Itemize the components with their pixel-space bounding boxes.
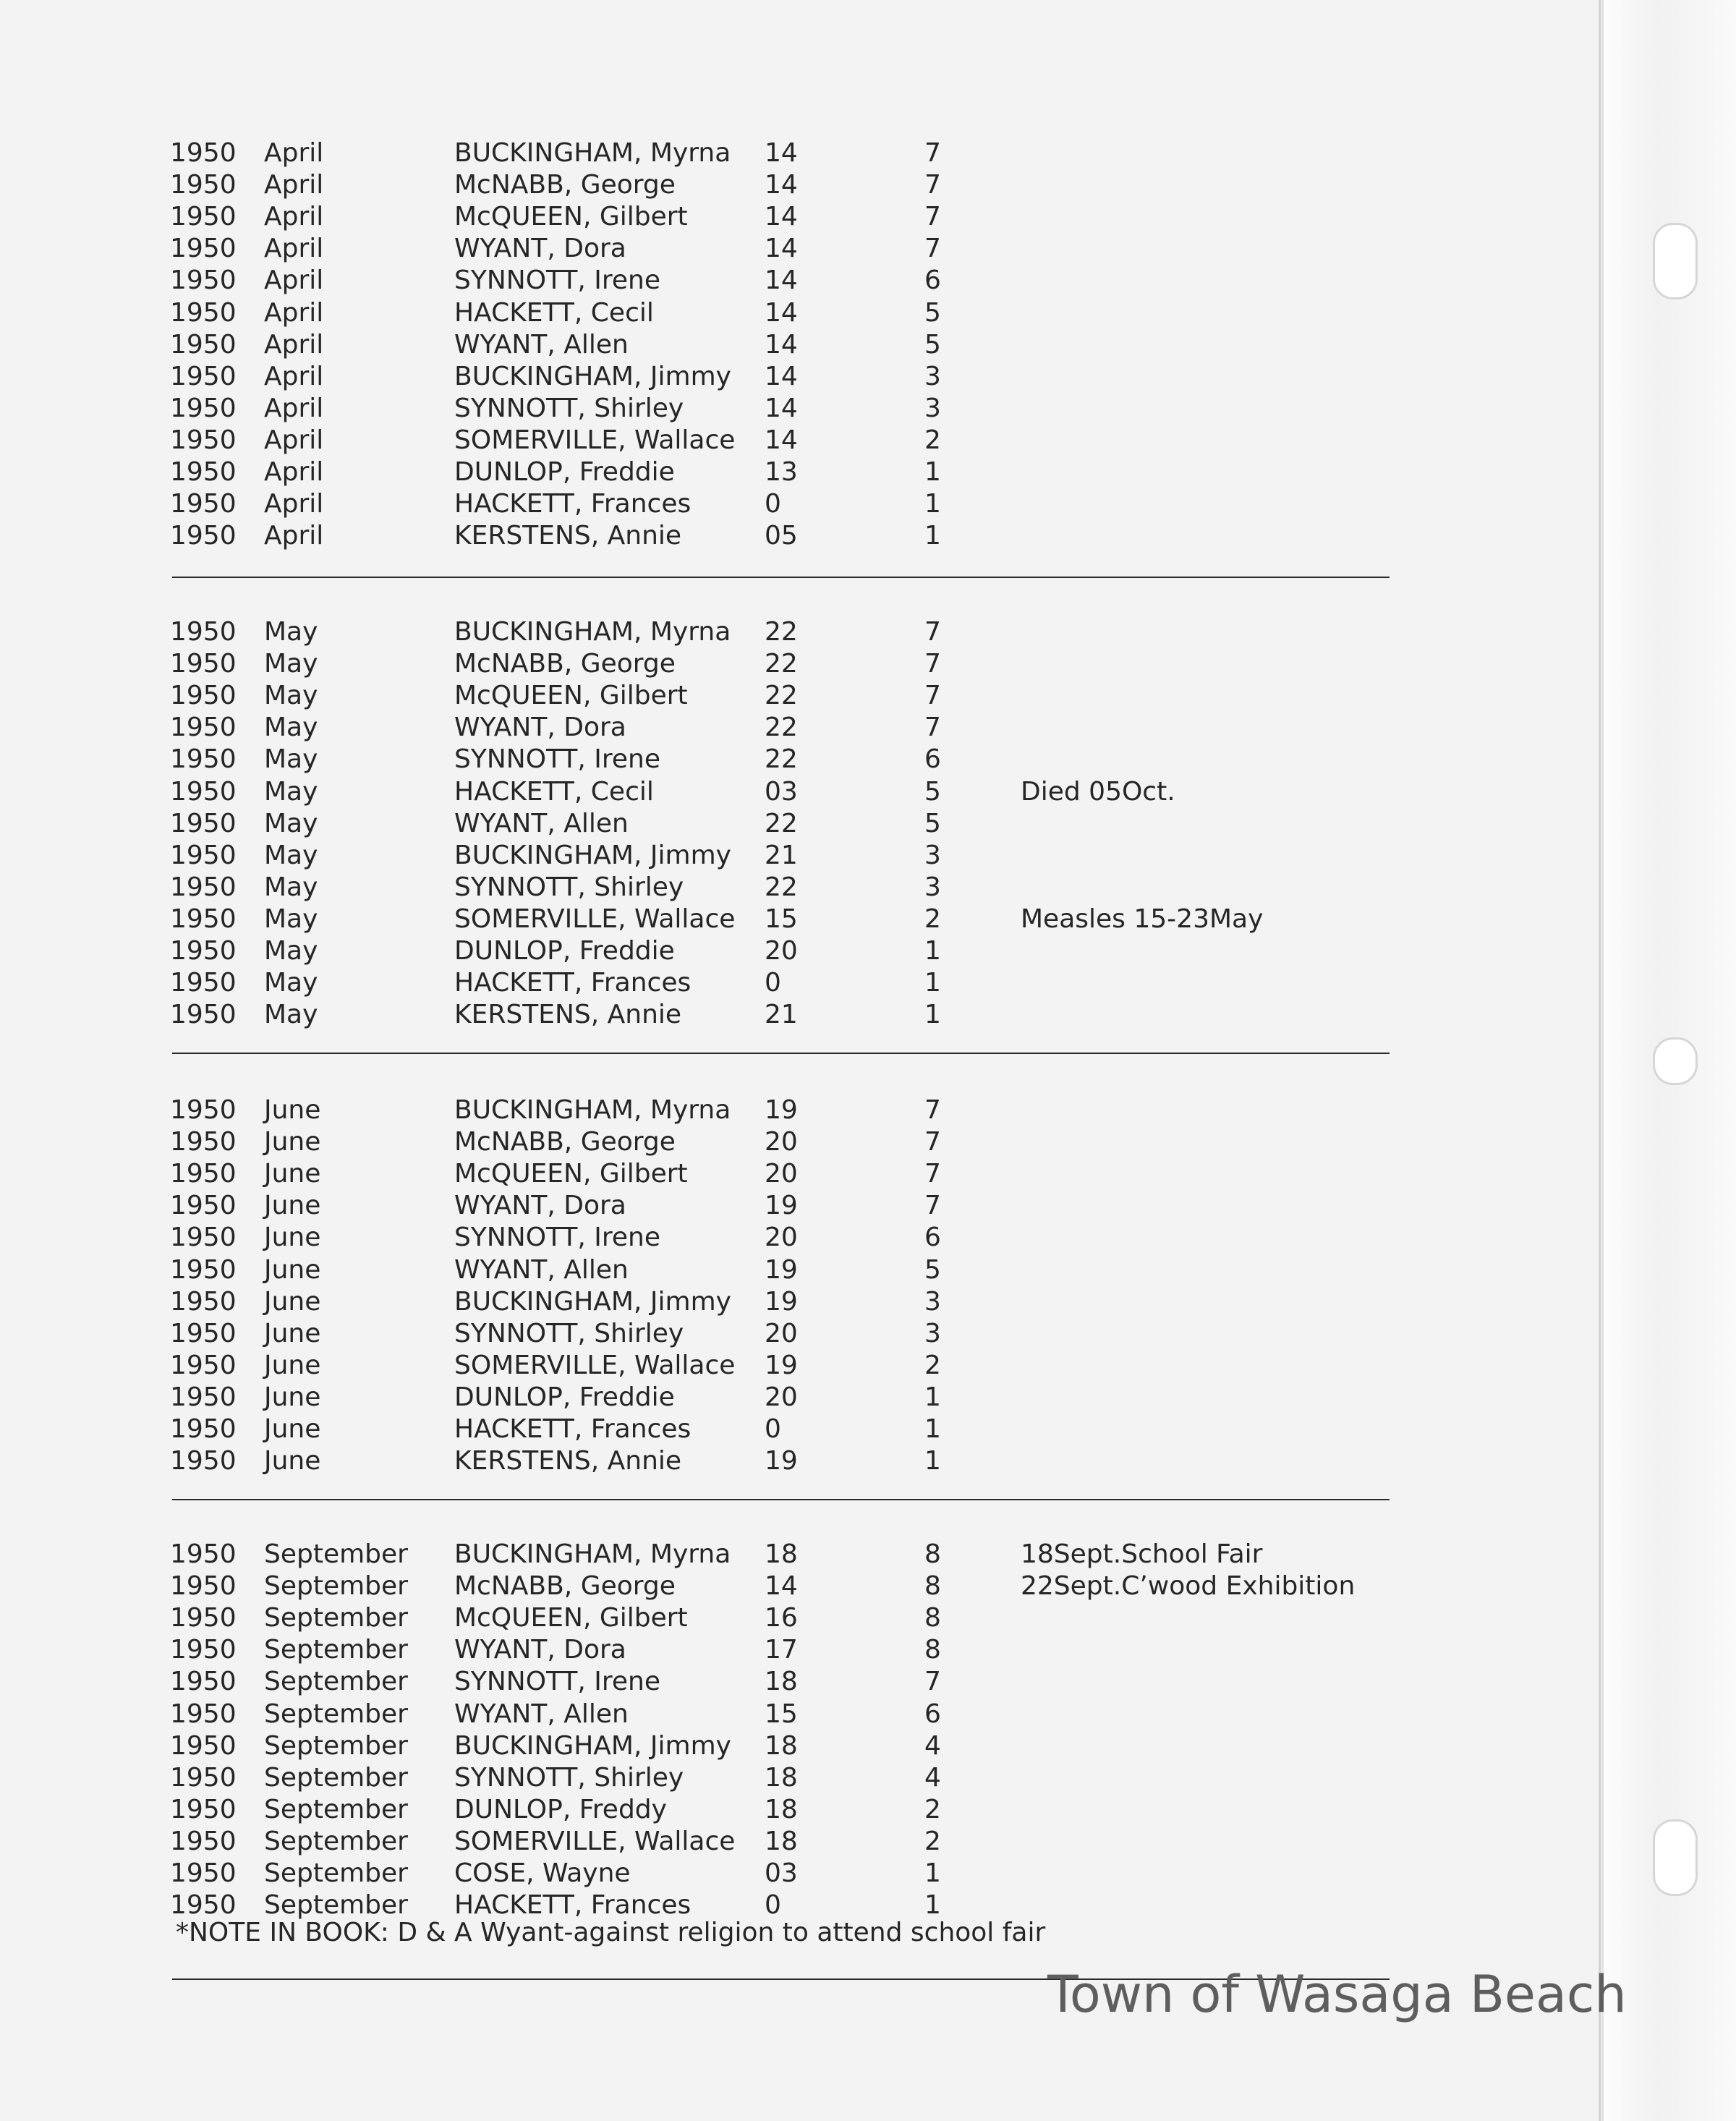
- cell-name: HACKETT, Cecil: [454, 297, 654, 328]
- cell-days: 16: [765, 1603, 798, 1633]
- cell-days: 14: [765, 425, 798, 455]
- cell-days: 19: [765, 1191, 798, 1221]
- cell-year: 1950: [170, 744, 237, 775]
- cell-name: McQUEEN, Gilbert: [454, 202, 688, 232]
- cell-days: 14: [765, 265, 798, 296]
- cell-days: 0: [765, 1890, 781, 1921]
- cell-grade: 7: [924, 202, 941, 232]
- cell-year: 1950: [170, 521, 237, 551]
- cell-grade: 8: [924, 1539, 941, 1569]
- cell-grade: 6: [924, 1223, 941, 1253]
- cell-name: DUNLOP, Freddie: [454, 457, 675, 487]
- cell-name: WYANT, Allen: [454, 329, 629, 360]
- cell-grade: 2: [924, 1350, 941, 1380]
- cell-year: 1950: [170, 1000, 237, 1030]
- cell-name: WYANT, Allen: [454, 1699, 629, 1729]
- cell-grade: 8: [924, 1635, 941, 1665]
- cell-month: May: [264, 744, 318, 775]
- cell-month: May: [264, 681, 318, 711]
- cell-year: 1950: [170, 1446, 237, 1476]
- cell-grade: 3: [924, 393, 941, 423]
- cell-days: 22: [765, 681, 798, 711]
- cell-name: BUCKINGHAM, Myrna: [454, 617, 731, 647]
- cell-grade: 7: [924, 138, 941, 168]
- cell-year: 1950: [170, 1318, 237, 1348]
- cell-days: 22: [765, 744, 798, 775]
- cell-days: 20: [765, 1159, 798, 1189]
- cell-name: WYANT, Allen: [454, 808, 629, 838]
- cell-month: May: [264, 617, 318, 647]
- cell-year: 1950: [170, 713, 237, 743]
- cell-month: September: [264, 1539, 408, 1569]
- book-note: *NOTE IN BOOK: D & A Wyant-against religion to attend school fair: [176, 1918, 1046, 1947]
- cell-name: KERSTENS, Annie: [454, 1446, 682, 1476]
- cell-days: 19: [765, 1095, 798, 1125]
- cell-month: September: [264, 1858, 408, 1888]
- cell-year: 1950: [170, 968, 237, 998]
- cell-grade: 7: [924, 1191, 941, 1221]
- cell-name: McQUEEN, Gilbert: [454, 681, 688, 711]
- cell-month: April: [264, 265, 324, 296]
- cell-month: September: [264, 1730, 408, 1761]
- cell-grade: 7: [924, 713, 941, 743]
- cell-year: 1950: [170, 425, 237, 455]
- cell-days: 0: [765, 489, 781, 519]
- cell-days: 05: [765, 521, 798, 551]
- cell-month: April: [264, 457, 324, 487]
- cell-name: BUCKINGHAM, Myrna: [454, 138, 731, 168]
- cell-grade: 6: [924, 1699, 941, 1729]
- cell-grade: 8: [924, 1603, 941, 1633]
- cell-grade: 7: [924, 617, 941, 647]
- cell-month: May: [264, 968, 318, 998]
- cell-name: BUCKINGHAM, Myrna: [454, 1539, 731, 1569]
- cell-month: April: [264, 234, 324, 264]
- cell-month: April: [264, 170, 324, 200]
- cell-days: 18: [765, 1762, 798, 1793]
- cell-month: September: [264, 1635, 408, 1665]
- cell-year: 1950: [170, 776, 237, 807]
- cell-days: 14: [765, 170, 798, 200]
- cell-month: May: [264, 713, 318, 743]
- cell-grade: 3: [924, 840, 941, 870]
- cell-year: 1950: [170, 1699, 237, 1729]
- cell-name: BUCKINGHAM, Jimmy: [454, 1730, 731, 1761]
- cell-grade: 5: [924, 1254, 941, 1285]
- cell-name: SOMERVILLE, Wallace: [454, 1826, 736, 1856]
- cell-name: HACKETT, Frances: [454, 968, 692, 998]
- cell-year: 1950: [170, 1539, 237, 1569]
- cell-year: 1950: [170, 840, 237, 870]
- cell-grade: 1: [924, 968, 941, 998]
- cell-days: 22: [765, 617, 798, 647]
- cell-year: 1950: [170, 1127, 237, 1157]
- cell-days: 22: [765, 872, 798, 902]
- cell-days: 20: [765, 1318, 798, 1348]
- cell-grade: 5: [924, 808, 941, 838]
- cell-year: 1950: [170, 1603, 237, 1633]
- cell-month: June: [264, 1414, 321, 1444]
- cell-grade: 7: [924, 1667, 941, 1697]
- cell-month: May: [264, 840, 318, 870]
- cell-month: June: [264, 1159, 321, 1189]
- cell-days: 03: [765, 1858, 798, 1888]
- cell-days: 14: [765, 234, 798, 264]
- cell-name: KERSTENS, Annie: [454, 521, 682, 551]
- cell-days: 21: [765, 1000, 798, 1030]
- cell-grade: 2: [924, 425, 941, 455]
- cell-year: 1950: [170, 808, 237, 838]
- cell-name: DUNLOP, Freddy: [454, 1794, 667, 1824]
- cell-year: 1950: [170, 1382, 237, 1412]
- binder-hole-middle: [1653, 1037, 1698, 1085]
- cell-year: 1950: [170, 170, 237, 200]
- cell-month: June: [264, 1350, 321, 1380]
- cell-name: KERSTENS, Annie: [454, 1000, 682, 1030]
- cell-days: 14: [765, 393, 798, 423]
- cell-grade: 7: [924, 681, 941, 711]
- cell-name: SYNNOTT, Irene: [454, 744, 661, 775]
- cell-days: 19: [765, 1254, 798, 1285]
- cell-name: McQUEEN, Gilbert: [454, 1603, 688, 1633]
- cell-grade: 3: [924, 1318, 941, 1348]
- cell-month: April: [264, 393, 324, 423]
- cell-year: 1950: [170, 1159, 237, 1189]
- cell-name: McNABB, George: [454, 170, 676, 200]
- cell-month: May: [264, 1000, 318, 1030]
- cell-grade: 1: [924, 1446, 941, 1476]
- cell-name: SYNNOTT, Irene: [454, 1667, 661, 1697]
- cell-year: 1950: [170, 329, 237, 360]
- cell-days: 03: [765, 776, 798, 807]
- cell-grade: 4: [924, 1762, 941, 1793]
- cell-days: 18: [765, 1539, 798, 1569]
- cell-month: September: [264, 1699, 408, 1729]
- cell-days: 22: [765, 713, 798, 743]
- cell-month: September: [264, 1890, 408, 1921]
- cell-grade: 1: [924, 936, 941, 966]
- cell-month: June: [264, 1191, 321, 1221]
- cell-grade: 1: [924, 1000, 941, 1030]
- cell-year: 1950: [170, 1571, 237, 1602]
- cell-days: 15: [765, 904, 798, 934]
- cell-days: 21: [765, 840, 798, 870]
- cell-month: September: [264, 1794, 408, 1824]
- cell-grade: 4: [924, 1730, 941, 1761]
- cell-year: 1950: [170, 489, 237, 519]
- cell-note: Measles 15-23May: [1021, 904, 1264, 934]
- cell-year: 1950: [170, 1223, 237, 1253]
- cell-grade: 7: [924, 1159, 941, 1189]
- cell-days: 22: [765, 649, 798, 679]
- cell-note: 18Sept.School Fair: [1021, 1539, 1263, 1569]
- cell-month: June: [264, 1286, 321, 1317]
- cell-year: 1950: [170, 1730, 237, 1761]
- cell-grade: 1: [924, 1382, 941, 1412]
- cell-month: April: [264, 202, 324, 232]
- cell-year: 1950: [170, 1286, 237, 1317]
- cell-grade: 3: [924, 1286, 941, 1317]
- cell-name: McQUEEN, Gilbert: [454, 1159, 688, 1189]
- cell-month: June: [264, 1095, 321, 1125]
- cell-year: 1950: [170, 649, 237, 679]
- cell-grade: 1: [924, 457, 941, 487]
- cell-grade: 1: [924, 489, 941, 519]
- cell-days: 20: [765, 936, 798, 966]
- cell-days: 13: [765, 457, 798, 487]
- cell-month: June: [264, 1223, 321, 1253]
- cell-month: May: [264, 904, 318, 934]
- cell-year: 1950: [170, 936, 237, 966]
- cell-name: BUCKINGHAM, Jimmy: [454, 840, 731, 870]
- cell-year: 1950: [170, 904, 237, 934]
- cell-month: June: [264, 1127, 321, 1157]
- cell-days: 0: [765, 968, 781, 998]
- cell-month: June: [264, 1318, 321, 1348]
- cell-days: 14: [765, 202, 798, 232]
- cell-year: 1950: [170, 1858, 237, 1888]
- cell-year: 1950: [170, 681, 237, 711]
- cell-days: 14: [765, 329, 798, 360]
- cell-note: 22Sept.C’wood Exhibition: [1021, 1571, 1356, 1602]
- cell-days: 18: [765, 1794, 798, 1824]
- cell-year: 1950: [170, 234, 237, 264]
- cell-month: May: [264, 808, 318, 838]
- cell-month: May: [264, 649, 318, 679]
- binder-hole-top: [1653, 223, 1698, 299]
- cell-month: June: [264, 1446, 321, 1476]
- cell-month: September: [264, 1667, 408, 1697]
- cell-name: DUNLOP, Freddie: [454, 936, 675, 966]
- cell-name: McNABB, George: [454, 1571, 676, 1602]
- cell-days: 18: [765, 1730, 798, 1761]
- cell-month: April: [264, 425, 324, 455]
- cell-month: April: [264, 361, 324, 391]
- cell-grade: 1: [924, 1858, 941, 1888]
- cell-name: SOMERVILLE, Wallace: [454, 1350, 736, 1380]
- cell-name: BUCKINGHAM, Jimmy: [454, 1286, 731, 1317]
- cell-year: 1950: [170, 1762, 237, 1793]
- cell-days: 15: [765, 1699, 798, 1729]
- cell-year: 1950: [170, 1350, 237, 1380]
- cell-year: 1950: [170, 617, 237, 647]
- cell-grade: 1: [924, 521, 941, 551]
- cell-name: SYNNOTT, Shirley: [454, 872, 684, 902]
- cell-grade: 1: [924, 1890, 941, 1921]
- cell-name: SOMERVILLE, Wallace: [454, 904, 736, 934]
- cell-days: 0: [765, 1414, 781, 1444]
- cell-name: COSE, Wayne: [454, 1858, 631, 1888]
- cell-grade: 1: [924, 1414, 941, 1444]
- binder-hole-bottom: [1653, 1819, 1698, 1896]
- cell-month: September: [264, 1571, 408, 1602]
- cell-grade: 5: [924, 297, 941, 328]
- watermark-text: Town of Wasaga Beach: [1047, 1965, 1627, 2024]
- cell-year: 1950: [170, 1191, 237, 1221]
- cell-year: 1950: [170, 393, 237, 423]
- cell-year: 1950: [170, 1095, 237, 1125]
- cell-grade: 2: [924, 904, 941, 934]
- cell-year: 1950: [170, 1890, 237, 1921]
- cell-name: WYANT, Dora: [454, 1635, 626, 1665]
- cell-grade: 5: [924, 776, 941, 807]
- cell-note: Died 05Oct.: [1021, 776, 1175, 807]
- cell-name: HACKETT, Frances: [454, 1890, 692, 1921]
- cell-name: SOMERVILLE, Wallace: [454, 425, 736, 455]
- cell-grade: 7: [924, 170, 941, 200]
- cell-name: WYANT, Dora: [454, 234, 626, 264]
- cell-days: 20: [765, 1223, 798, 1253]
- cell-month: April: [264, 521, 324, 551]
- cell-name: DUNLOP, Freddie: [454, 1382, 675, 1412]
- cell-month: September: [264, 1603, 408, 1633]
- cell-name: SYNNOTT, Irene: [454, 1223, 661, 1253]
- cell-year: 1950: [170, 457, 237, 487]
- cell-month: September: [264, 1762, 408, 1793]
- cell-grade: 8: [924, 1571, 941, 1602]
- cell-year: 1950: [170, 202, 237, 232]
- cell-name: WYANT, Dora: [454, 1191, 626, 1221]
- cell-name: SYNNOTT, Shirley: [454, 393, 684, 423]
- cell-days: 19: [765, 1446, 798, 1476]
- cell-days: 18: [765, 1667, 798, 1697]
- cell-name: McNABB, George: [454, 649, 676, 679]
- section-divider: [172, 1053, 1390, 1054]
- cell-name: SYNNOTT, Shirley: [454, 1762, 684, 1793]
- section-divider: [172, 1499, 1390, 1500]
- cell-month: April: [264, 329, 324, 360]
- cell-month: June: [264, 1382, 321, 1412]
- cell-days: 20: [765, 1382, 798, 1412]
- cell-days: 22: [765, 808, 798, 838]
- cell-month: May: [264, 936, 318, 966]
- cell-name: HACKETT, Frances: [454, 1414, 692, 1444]
- cell-grade: 6: [924, 265, 941, 296]
- cell-days: 20: [765, 1127, 798, 1157]
- cell-grade: 6: [924, 744, 941, 775]
- cell-days: 14: [765, 138, 798, 168]
- cell-days: 14: [765, 1571, 798, 1602]
- cell-days: 19: [765, 1350, 798, 1380]
- cell-year: 1950: [170, 1826, 237, 1856]
- cell-days: 18: [765, 1826, 798, 1856]
- cell-month: May: [264, 776, 318, 807]
- cell-month: May: [264, 872, 318, 902]
- cell-grade: 3: [924, 361, 941, 391]
- cell-days: 14: [765, 361, 798, 391]
- cell-month: April: [264, 297, 324, 328]
- cell-name: WYANT, Dora: [454, 713, 626, 743]
- cell-grade: 7: [924, 1127, 941, 1157]
- cell-name: WYANT, Allen: [454, 1254, 629, 1285]
- cell-grade: 7: [924, 1095, 941, 1125]
- cell-year: 1950: [170, 1794, 237, 1824]
- cell-name: SYNNOTT, Shirley: [454, 1318, 684, 1348]
- cell-year: 1950: [170, 872, 237, 902]
- cell-grade: 7: [924, 234, 941, 264]
- cell-year: 1950: [170, 1635, 237, 1665]
- cell-days: 14: [765, 297, 798, 328]
- cell-name: SYNNOTT, Irene: [454, 265, 661, 296]
- cell-year: 1950: [170, 1254, 237, 1285]
- cell-year: 1950: [170, 297, 237, 328]
- cell-grade: 5: [924, 329, 941, 360]
- cell-name: McNABB, George: [454, 1127, 676, 1157]
- cell-name: HACKETT, Cecil: [454, 776, 654, 807]
- cell-month: April: [264, 489, 324, 519]
- cell-days: 19: [765, 1286, 798, 1317]
- cell-grade: 3: [924, 872, 941, 902]
- cell-grade: 2: [924, 1826, 941, 1856]
- cell-year: 1950: [170, 361, 237, 391]
- cell-month: June: [264, 1254, 321, 1285]
- cell-grade: 7: [924, 649, 941, 679]
- cell-month: September: [264, 1826, 408, 1856]
- cell-year: 1950: [170, 1667, 237, 1697]
- cell-year: 1950: [170, 1414, 237, 1444]
- cell-year: 1950: [170, 265, 237, 296]
- section-divider: [172, 577, 1390, 578]
- cell-name: HACKETT, Frances: [454, 489, 692, 519]
- cell-year: 1950: [170, 138, 237, 168]
- cell-name: BUCKINGHAM, Myrna: [454, 1095, 731, 1125]
- cell-days: 17: [765, 1635, 798, 1665]
- cell-grade: 2: [924, 1794, 941, 1824]
- cell-name: BUCKINGHAM, Jimmy: [454, 361, 731, 391]
- cell-month: April: [264, 138, 324, 168]
